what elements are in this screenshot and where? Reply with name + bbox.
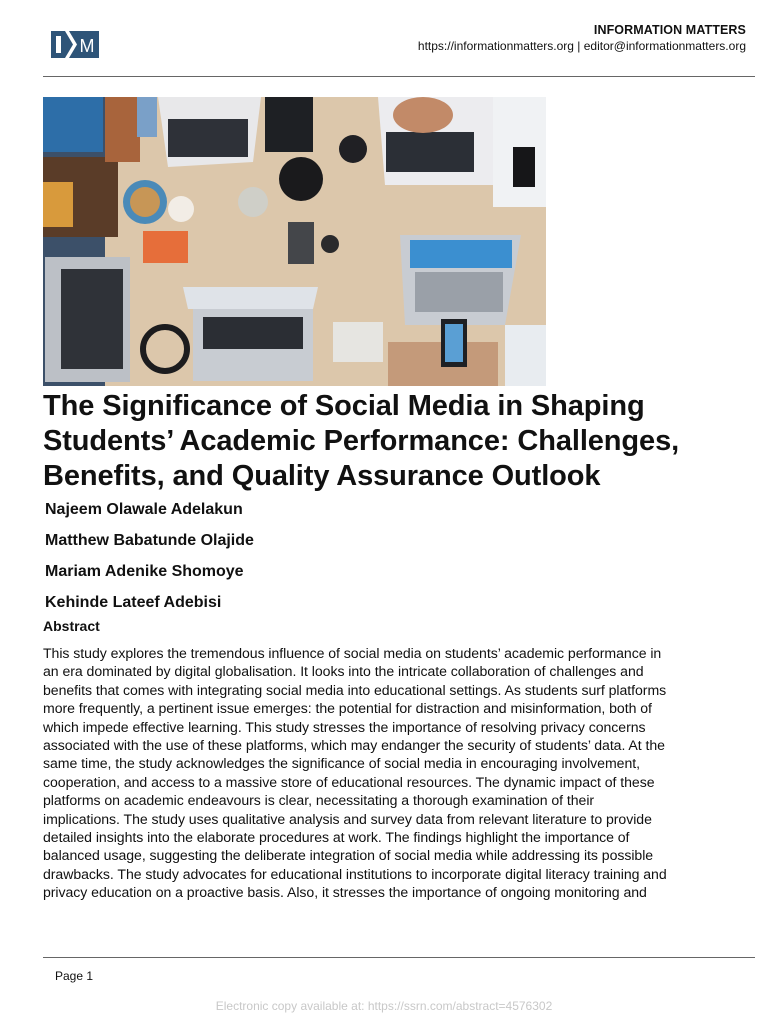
header-brand [418,23,746,53]
information-matters-logo [51,31,99,58]
abstract-line: more frequently, a pertinent issue emerges: the potential for distraction and misinformation, both of [43,700,652,717]
abstract-heading: Abstract [43,618,100,634]
author-name: Najeem Olawale Adelakun [45,501,243,518]
abstract-line: cooperation, and access to a massive store of educational resources. The dynamic impact of these [43,773,655,790]
abstract-line: platforms on academic endeavours is clear, necessitating a thorough examination of their [43,792,595,809]
abstract-line: associated with the use of these platforms, which may endanger the security of students’ data. At the [43,737,665,754]
footer-divider [43,957,755,958]
author-list [45,498,254,622]
abstract-line: same time, the study acknowledges the significance of social media in encouraging involvement, [43,755,640,772]
page-number: Page 1 [55,969,94,983]
svg-text:M: M [79,36,95,56]
brand-contact: https://informationmatters.org | editor@informationmatters.org [417,39,746,53]
abstract-text [43,644,733,902]
abstract-line: benefits that comes with integrating social media into educational settings. As students surf platforms [43,681,667,698]
ssrn-availability-note: Electronic copy available at: https://ssrn.com/abstract=4576302 [215,999,553,1013]
author-name: Kehinde Lateef Adebisi [45,594,222,611]
abstract-line: This study explores the tremendous influence of social media on students’ academic performance in [43,645,662,661]
abstract-line: detailed insights into the elaborate procedures at work. The findings highlight the importance of [43,829,630,846]
photo-students-with-laptops-on-desk [43,97,546,386]
abstract-line: implications. The study uses qualitative analysis and survey data from relevant literature to provide [43,810,652,827]
abstract-line: balanced usage, suggesting the deliberate integration of social media while addressing its possible [43,847,654,864]
article-title: The Significance of Social Media in Shaping Students’ Academic Performance: Challenges, Benefits, and Quality Assurance Outlook [43,390,680,492]
header-divider [43,76,755,77]
abstract-line: drawbacks. The study advocates for educational institutions to incorporate digital literacy training and [43,865,667,882]
abstract-line: which impede effective learning. This study stresses the importance of resolving privacy concerns [43,718,646,735]
author-name: Matthew Babatunde Olajide [45,532,254,549]
author-name: Mariam Adenike Shomoye [45,563,244,580]
brand-name: INFORMATION MATTERS [593,23,746,37]
abstract-line: privacy education on a proactive basis. Also, it stresses the importance of ongoing monitoring and [43,884,647,901]
abstract-line: an era dominated by digital globalisation. It looks into the intricate collaboration of challenges and [43,663,644,680]
